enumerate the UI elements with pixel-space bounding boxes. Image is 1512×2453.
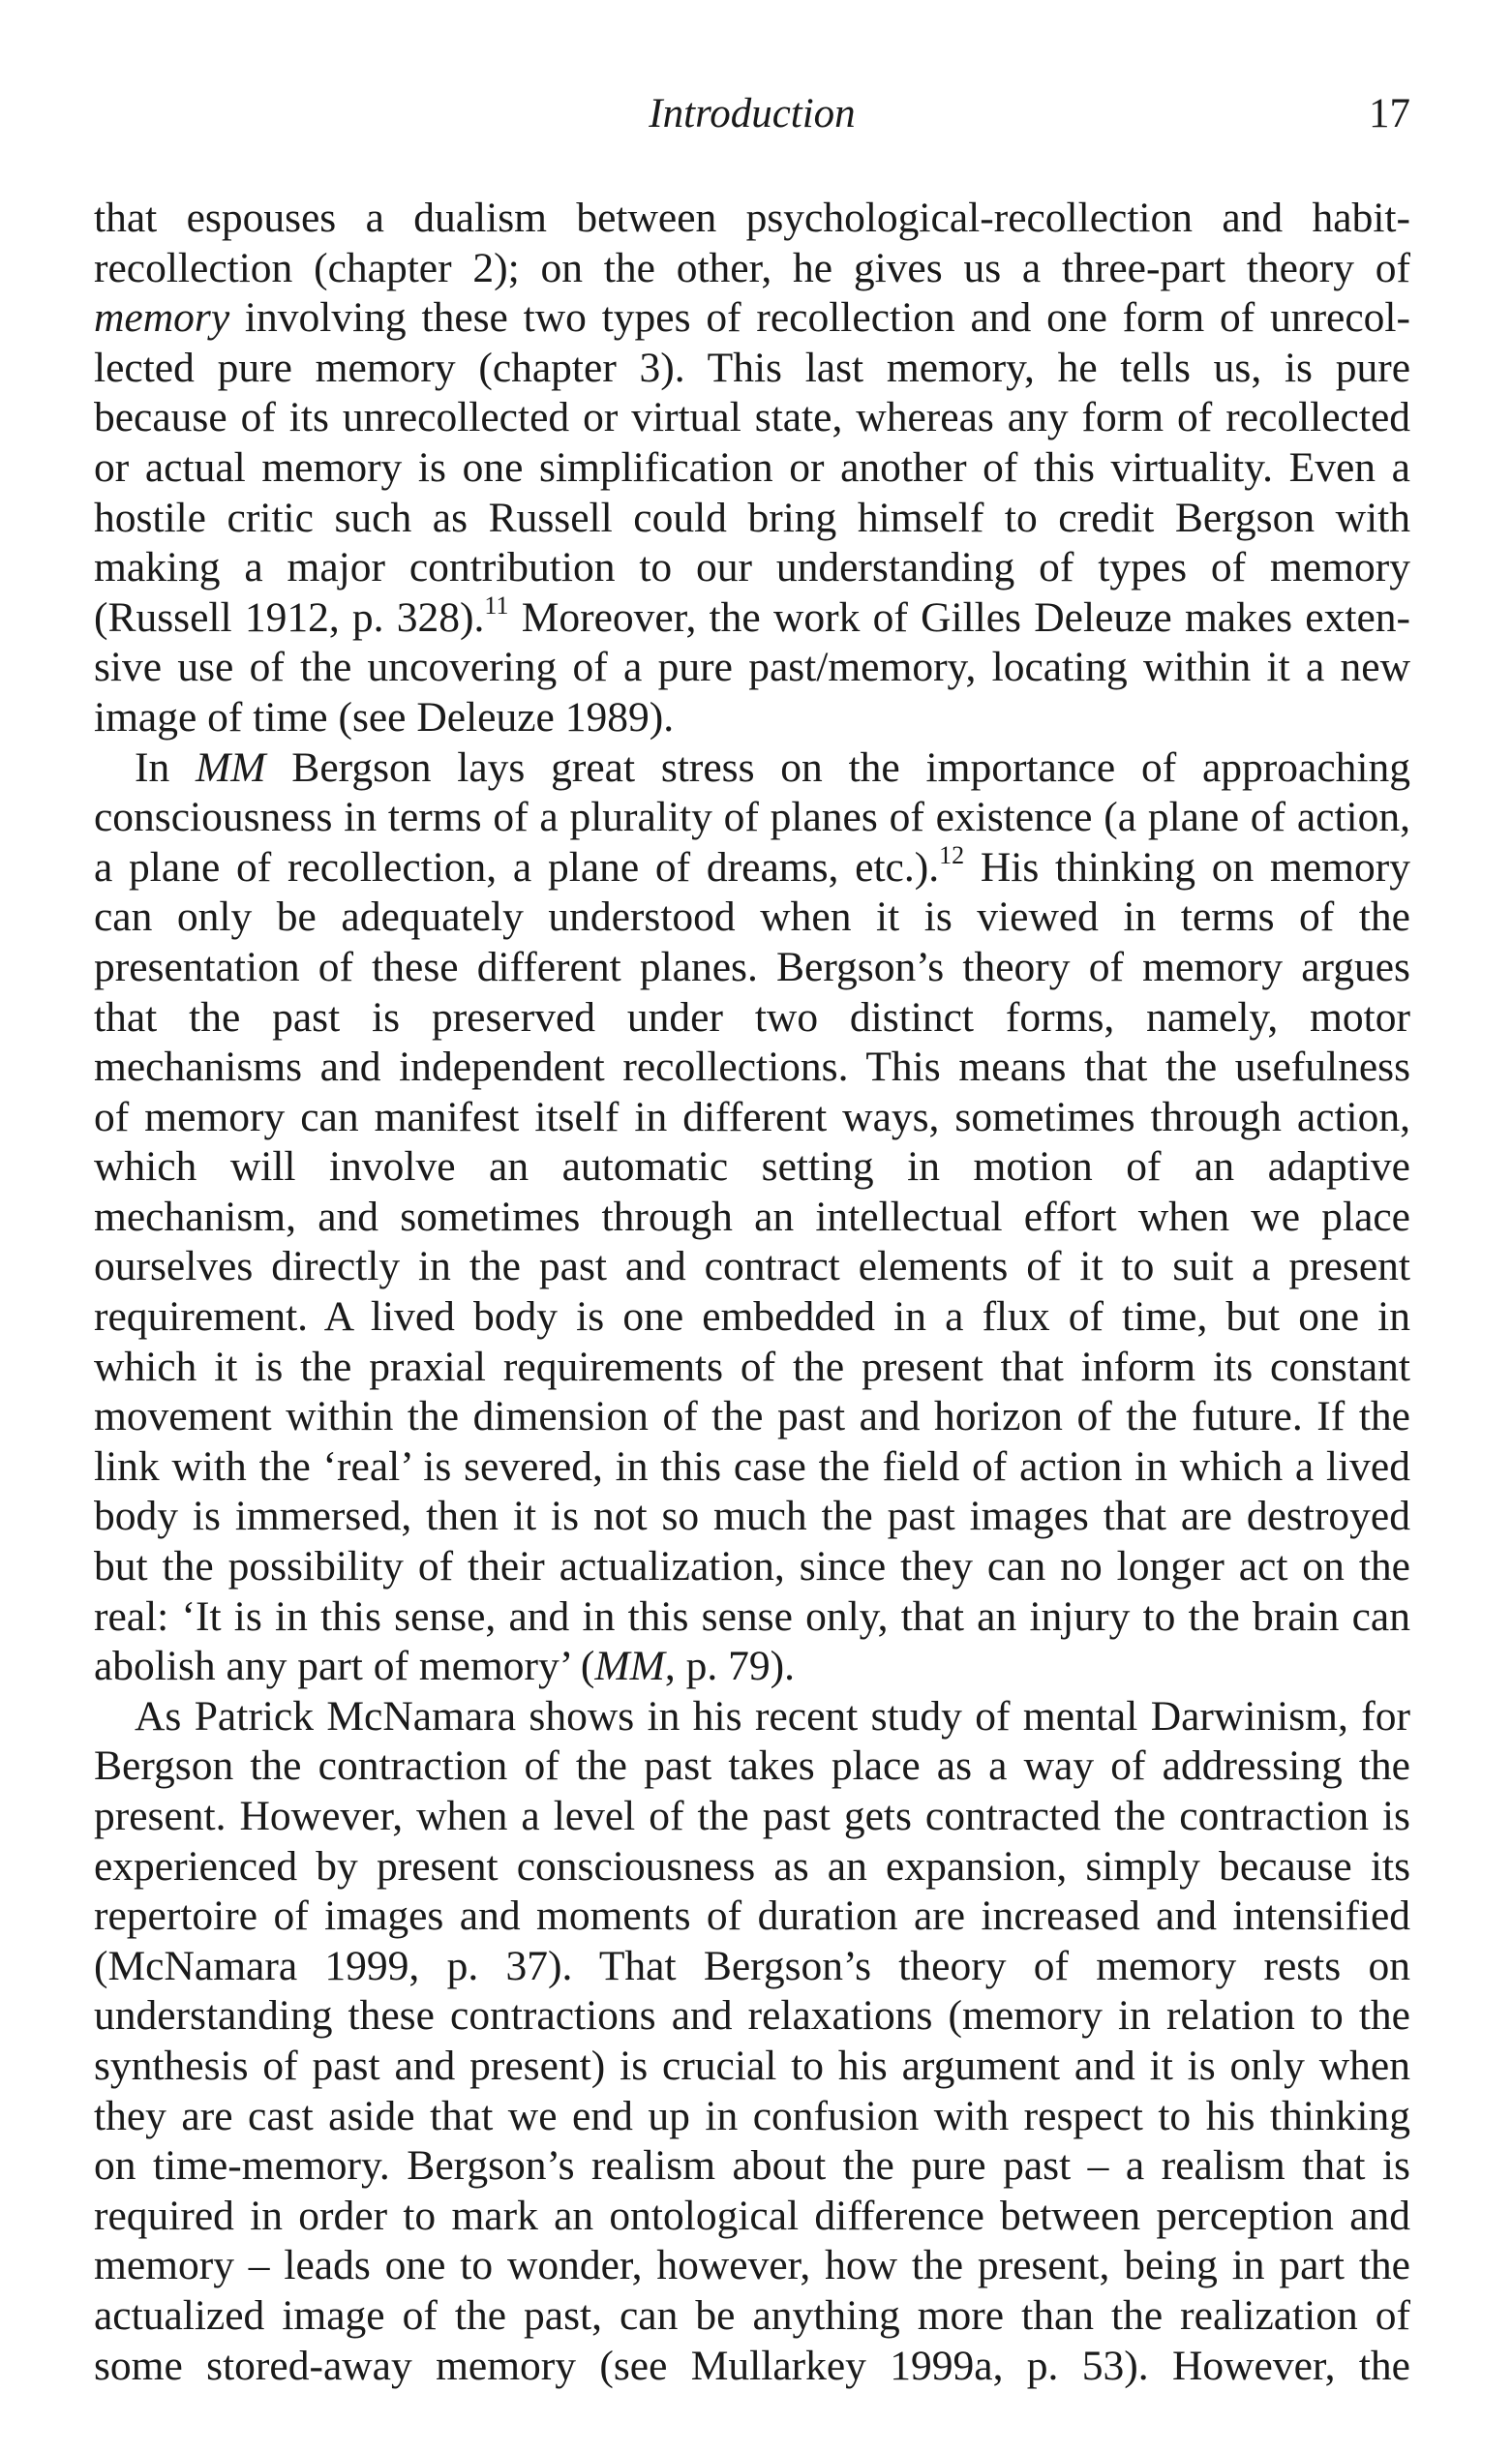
text-segment: present. However, when a level of the past gets contracted the contraction is <box>94 1793 1410 1839</box>
text-line <box>94 1392 1410 1442</box>
text-line <box>94 1892 1410 1942</box>
text-line <box>94 1741 1410 1792</box>
text-segment: real: ‘It is in this sense, and in this sense only, that an injury to the brain can <box>94 1592 1410 1640</box>
text-line <box>94 2192 1410 2242</box>
body-text <box>94 194 1410 2391</box>
footnote-marker: 12 <box>939 840 965 869</box>
running-head <box>94 85 1410 143</box>
text-segment: (Russell 1912, p. 328). <box>94 593 485 641</box>
text-line <box>94 943 1410 993</box>
text-segment: that the past is preserved under two distinct forms, namely, motor <box>94 993 1410 1041</box>
text-line <box>94 1193 1410 1243</box>
text-segment: but the possibility of their actualization, since they can no longer act on the <box>94 1543 1410 1590</box>
text-line <box>94 2042 1410 2092</box>
page-number: 17 <box>1369 91 1410 136</box>
text-segment: required in order to mark an ontological difference between perception and <box>94 2192 1410 2239</box>
text-segment: hostile critic such as Russell could bring himself to credit Bergson with <box>94 494 1410 541</box>
text-segment: image of time (see Deleuze 1989). <box>94 693 675 741</box>
text-segment: of memory can manifest itself in different ways, sometimes through action, <box>94 1093 1410 1140</box>
text-segment: can only be adequately understood when it is viewed in terms of the <box>94 893 1410 941</box>
text-line <box>94 1842 1410 1893</box>
chapter-title: Introduction <box>649 91 856 136</box>
text-line <box>94 443 1410 494</box>
text-line <box>94 1043 1410 1093</box>
text-line <box>94 1442 1410 1493</box>
text-segment: lected pure memory (chapter 3). This last memory, he tells us, is pure <box>94 344 1410 391</box>
text-segment: presentation of these different planes. Bergson’s theory of memory argues <box>94 943 1410 990</box>
text-segment: actualized image of the past, can be anything more than the realization of <box>94 2291 1410 2339</box>
text-line <box>94 2092 1410 2142</box>
text-line <box>94 1991 1410 2042</box>
text-segment: mechanism, and sometimes through an intellectual effort when we place <box>94 1193 1410 1240</box>
text-segment: Moreover, the work of Gilles Deleuze makes exten- <box>508 593 1410 641</box>
text-line <box>94 393 1410 443</box>
text-segment: on time-memory. Bergson’s realism about the pure past – a realism that is <box>94 2142 1410 2190</box>
text-line <box>94 1792 1410 1842</box>
text-line <box>94 1642 1410 1692</box>
text-line <box>94 244 1410 294</box>
text-line <box>94 494 1410 544</box>
text-line <box>94 1592 1410 1643</box>
text-segment: (McNamara 1999, p. 37). That Bergson’s theory of memory rests on <box>94 1942 1410 1989</box>
text-line <box>94 693 1410 743</box>
text-line <box>94 593 1410 644</box>
text-segment: ourselves directly in the past and contract elements of it to suit a present <box>94 1243 1410 1290</box>
text-line <box>94 1292 1410 1343</box>
text-segment: link with the ‘real’ is severed, in this case the field of action in which a lived <box>94 1442 1410 1490</box>
text-segment: involving these two types of recollection and one form of unrecol- <box>229 294 1410 342</box>
text-line <box>94 893 1410 943</box>
text-segment: MM <box>594 1643 665 1690</box>
text-segment: making a major contribution to our understanding of types of memory <box>94 544 1410 591</box>
footnote-marker: 11 <box>484 591 509 620</box>
text-line <box>94 643 1410 693</box>
text-line <box>94 1142 1410 1193</box>
text-line <box>94 344 1410 394</box>
text-segment: His thinking on memory <box>964 843 1410 891</box>
text-segment: recollection (chapter 2); on the other, he gives us a three-part theory of <box>94 244 1410 291</box>
text-segment: body is immersed, then it is not so much the past images that are destroyed <box>94 1493 1410 1540</box>
text-line <box>94 840 1410 893</box>
text-segment: memory <box>94 294 230 342</box>
text-segment: they are cast aside that we end up in confusion with respect to his thinking <box>94 2092 1410 2139</box>
text-segment: MM <box>196 743 266 791</box>
text-segment: mechanisms and independent recollections. This means that the usefulness <box>94 1044 1410 1091</box>
text-line <box>94 1242 1410 1292</box>
text-line <box>94 543 1410 593</box>
text-segment: which will involve an automatic setting in motion of an adaptive <box>94 1143 1410 1191</box>
text-line <box>94 2291 1410 2342</box>
text-line <box>94 1343 1410 1393</box>
text-line <box>94 1692 1410 1742</box>
text-segment: memory – leads one to wonder, however, how the present, being in part the <box>94 2242 1410 2289</box>
text-segment: abolish any part of memory’ ( <box>94 1643 595 1690</box>
text-segment: understanding these contractions and relaxations (memory in relation to the <box>94 1992 1410 2040</box>
text-segment: requirement. A lived body is one embedded in a flux of time, but one in <box>94 1293 1410 1341</box>
text-segment: some stored-away memory (see Mullarkey 1999a, p. 53). However, the <box>94 2342 1410 2389</box>
text-line <box>94 293 1410 344</box>
text-segment: movement within the dimension of the past and horizon of the future. If the <box>94 1393 1410 1440</box>
text-segment: In <box>135 743 197 791</box>
text-line <box>94 993 1410 1044</box>
text-segment: Bergson the contraction of the past takes place as a way of addressing the <box>94 1742 1410 1790</box>
text-segment: a plane of recollection, a plane of dreams, etc.). <box>94 843 940 891</box>
text-line <box>94 1093 1410 1143</box>
text-line <box>94 2241 1410 2291</box>
text-line <box>94 1492 1410 1542</box>
text-segment: experienced by present consciousness as an expansion, simply because its <box>94 1842 1410 1890</box>
text-segment: repertoire of images and moments of duration are increased and intensified <box>94 1893 1410 1940</box>
text-segment: because of its unrecollected or virtual state, whereas any form of recollected <box>94 394 1410 441</box>
text-segment: , p. 79). <box>664 1643 796 1690</box>
text-segment: consciousness in terms of a plurality of planes of existence (a plane of action, <box>94 794 1410 841</box>
text-line <box>94 2141 1410 2192</box>
text-segment: sive use of the uncovering of a pure past/memory, locating within it a new <box>94 644 1410 691</box>
text-line <box>94 793 1410 843</box>
text-segment: or actual memory is one simplification or another of this virtuality. Even a <box>94 443 1410 491</box>
text-segment: Bergson lays great stress on the importance of approaching <box>265 743 1410 791</box>
text-segment: synthesis of past and present) is crucial to his argument and it is only when <box>94 2042 1410 2089</box>
text-line <box>94 1942 1410 1992</box>
text-segment: As Patrick McNamara shows in his recent study of mental Darwinism, for <box>135 1692 1410 1740</box>
text-segment: that espouses a dualism between psychological-recollection and habit- <box>94 195 1410 241</box>
text-line <box>94 1542 1410 1592</box>
text-line <box>94 194 1410 244</box>
text-line <box>94 2342 1410 2392</box>
text-segment: which it is the praxial requirements of the present that inform its constant <box>94 1343 1410 1390</box>
text-line <box>94 743 1410 794</box>
